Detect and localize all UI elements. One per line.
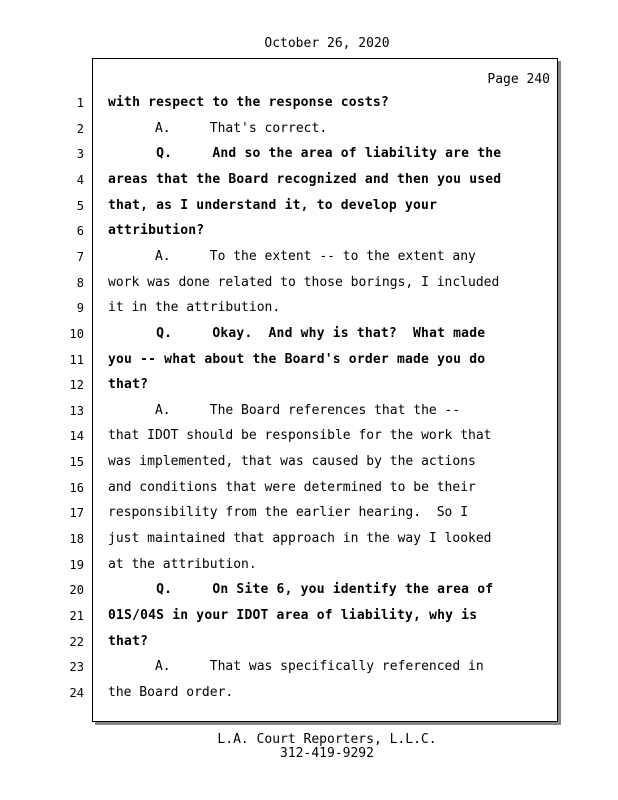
- line-text: work was done related to those borings, I included: [108, 274, 500, 290]
- line-text: just maintained that approach in the way I looked: [108, 531, 492, 547]
- transcript-line: [0, 171, 618, 191]
- transcript-line: [0, 479, 618, 499]
- line-number: 10: [69, 326, 84, 341]
- line-number: 22: [69, 634, 84, 649]
- header-date: October 26, 2020: [264, 36, 390, 51]
- footer-phone: 312-419-9292: [280, 746, 374, 761]
- line-text: Q. Okay. And why is that? What made: [108, 325, 486, 341]
- transcript-line: [0, 658, 618, 678]
- transcript-line: [0, 145, 618, 165]
- transcript-line: [0, 504, 618, 524]
- line-number: 17: [69, 506, 84, 521]
- transcript-line: [0, 325, 618, 345]
- line-text: 01S/04S in your IDOT area of liability, why is: [108, 608, 478, 623]
- transcript-line: [0, 453, 618, 473]
- footer-company: L.A. Court Reporters, L.L.C.: [217, 732, 437, 747]
- footer: [0, 733, 618, 761]
- line-text: responsibility from the earlier hearing. So I: [108, 505, 469, 521]
- line-text: A. That was specifically referenced in: [108, 659, 484, 675]
- line-text: A. That's correct.: [108, 120, 328, 136]
- line-text: and conditions that were determined to be their: [108, 479, 476, 495]
- line-text: attribution?: [108, 223, 205, 239]
- line-text: with respect to the response costs?: [108, 95, 389, 110]
- line-text: A. To the extent -- to the extent any: [108, 248, 476, 264]
- line-number: 7: [76, 249, 84, 264]
- line-text: that, as I understand it, to develop your: [108, 197, 438, 213]
- transcript-line: [0, 299, 618, 319]
- transcript-line: [0, 530, 618, 550]
- transcript-line: [0, 581, 618, 601]
- line-number: 23: [69, 660, 84, 675]
- line-number: 20: [69, 583, 84, 598]
- page-number: Page 240: [487, 72, 550, 87]
- transcript-line: [0, 94, 618, 114]
- line-number: 4: [76, 172, 84, 187]
- line-number: 6: [76, 224, 84, 239]
- line-text: that IDOT should be responsible for the work that: [108, 428, 492, 444]
- line-number: 18: [69, 532, 84, 547]
- line-text: that?: [108, 377, 149, 393]
- line-number: 21: [69, 609, 84, 623]
- line-text: that?: [108, 633, 149, 649]
- line-number: 16: [69, 480, 84, 495]
- transcript-line: [0, 248, 618, 268]
- line-text: Q. On Site 6, you identify the area of: [108, 582, 494, 598]
- line-number: 24: [69, 685, 84, 700]
- line-number: 5: [76, 198, 84, 213]
- transcript-line: [0, 376, 618, 396]
- line-number: 2: [76, 121, 84, 136]
- transcript-line: [0, 197, 618, 217]
- line-number: 12: [69, 378, 84, 393]
- transcript-line: [0, 222, 618, 242]
- transcript-line: [0, 684, 618, 704]
- transcript-line: [0, 556, 618, 576]
- line-number: 1: [76, 96, 84, 110]
- line-number: 9: [76, 301, 84, 316]
- line-text: at the attribution.: [108, 556, 257, 572]
- line-number: 3: [76, 147, 84, 162]
- line-number: 8: [76, 275, 84, 290]
- line-text: it in the attribution.: [108, 300, 281, 316]
- line-number: 15: [69, 455, 84, 470]
- line-text: you -- what about the Board's order made you do: [108, 351, 486, 367]
- transcript-line: [0, 633, 618, 653]
- line-text: was implemented, that was caused by the actions: [108, 454, 476, 470]
- transcript-line: [0, 402, 618, 422]
- line-text: A. The Board references that the --: [108, 402, 461, 418]
- line-text: Q. And so the area of liability are the: [108, 146, 502, 162]
- line-number: 14: [69, 429, 84, 444]
- transcript-line: [0, 427, 618, 447]
- transcript-line: [0, 351, 618, 371]
- transcript-line: [0, 607, 618, 627]
- line-number: 19: [69, 557, 84, 572]
- line-text: areas that the Board recognized and then you used: [108, 171, 502, 187]
- transcript-line: [0, 274, 618, 294]
- line-text: the Board order.: [108, 684, 234, 700]
- line-number: 13: [69, 403, 84, 418]
- transcript-line: [0, 120, 618, 140]
- line-number: 11: [69, 352, 84, 367]
